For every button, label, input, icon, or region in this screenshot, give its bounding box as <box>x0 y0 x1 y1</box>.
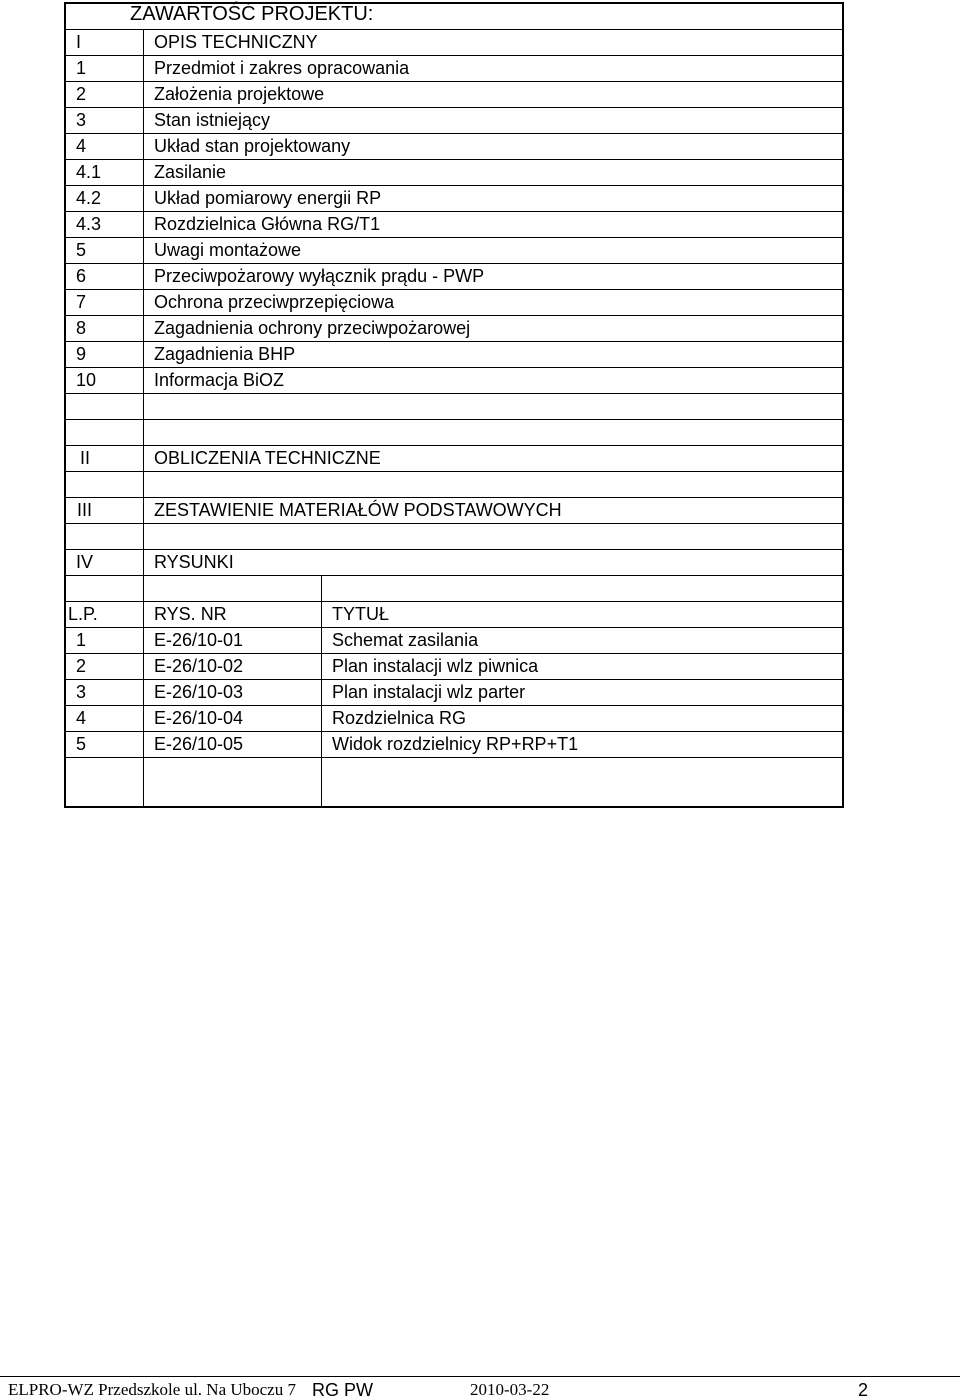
section-number: III <box>77 500 93 520</box>
row-divider <box>64 315 844 316</box>
item-number: 4 <box>76 136 87 156</box>
section-number: IV <box>76 552 94 572</box>
drawing-number: E-26/10-01 <box>154 630 244 650</box>
footer-project: ELPRO-WZ Przedszkole ul. Na Uboczu 7 <box>8 1380 296 1399</box>
column-divider <box>143 29 144 808</box>
row-divider <box>64 289 844 290</box>
row-divider <box>64 133 844 134</box>
row-divider <box>64 263 844 264</box>
drawing-number: E-26/10-02 <box>154 656 244 676</box>
row-divider <box>64 575 844 576</box>
row-divider <box>64 29 844 30</box>
row-divider <box>64 497 844 498</box>
item-number: 1 <box>76 58 87 78</box>
row-divider <box>64 185 844 186</box>
item-number: 10 <box>76 370 97 390</box>
footer-page-number: 2 <box>858 1380 869 1400</box>
row-divider <box>64 679 844 680</box>
item-label: Zagadnienia BHP <box>154 344 296 364</box>
row-divider <box>64 341 844 342</box>
drawing-title: Plan instalacji wlz piwnica <box>332 656 539 676</box>
row-divider <box>64 601 844 602</box>
row-divider <box>64 107 844 108</box>
contents-title: ZAWARTOŚĆ PROJEKTU: <box>130 3 374 25</box>
item-label: Zasilanie <box>154 162 227 182</box>
drawing-lp: 4 <box>76 708 87 728</box>
row-divider <box>64 211 844 212</box>
row-divider <box>64 653 844 654</box>
section-number: I <box>76 32 82 52</box>
item-label: Układ stan projektowany <box>154 136 351 156</box>
drawing-lp: 5 <box>76 734 87 754</box>
drawing-number: E-26/10-03 <box>154 682 244 702</box>
row-divider <box>64 81 844 82</box>
drawing-title: Plan instalacji wlz parter <box>332 682 526 702</box>
section-label: OPIS TECHNICZNY <box>154 32 318 52</box>
item-number: 6 <box>76 266 87 286</box>
row-divider <box>64 393 844 394</box>
row-divider <box>64 237 844 238</box>
row-divider <box>64 471 844 472</box>
footer-date: 2010-03-22 <box>470 1380 550 1399</box>
header-title: TYTUŁ <box>332 604 390 624</box>
item-label: Stan istniejący <box>154 110 271 130</box>
item-label: Uwagi montażowe <box>154 240 302 260</box>
row-divider <box>64 55 844 56</box>
item-label: Rozdzielnica Główna RG/T1 <box>154 214 381 234</box>
item-number: 3 <box>76 110 87 130</box>
item-number: 4.3 <box>76 214 102 234</box>
section-number: II <box>80 448 91 468</box>
item-label: Zagadnienia ochrony przeciwpożarowej <box>154 318 471 338</box>
header-rys: RYS. NR <box>154 604 227 624</box>
section-label: ZESTAWIENIE MATERIAŁÓW PODSTAWOWYCH <box>154 500 562 520</box>
drawing-lp: 2 <box>76 656 87 676</box>
drawing-lp: 1 <box>76 630 87 650</box>
item-label: Informacja BiOZ <box>154 370 285 390</box>
drawing-title: Schemat zasilania <box>332 630 479 650</box>
item-number: 2 <box>76 84 87 104</box>
row-divider <box>64 627 844 628</box>
item-label: Układ pomiarowy energii RP <box>154 188 382 208</box>
footer-code: RG PW <box>312 1380 373 1400</box>
section-label: OBLICZENIA TECHNICZNE <box>154 448 381 468</box>
item-number: 7 <box>76 292 87 312</box>
item-number: 8 <box>76 318 87 338</box>
header-lp: L.P. <box>68 604 98 624</box>
item-label: Ochrona przeciwprzepięciowa <box>154 292 395 312</box>
row-divider <box>64 523 844 524</box>
footer-divider <box>0 1376 960 1377</box>
drawing-number: E-26/10-04 <box>154 708 244 728</box>
item-number: 9 <box>76 344 87 364</box>
row-divider <box>64 549 844 550</box>
row-divider <box>64 159 844 160</box>
row-divider <box>64 731 844 732</box>
row-divider <box>64 419 844 420</box>
item-number: 5 <box>76 240 87 260</box>
item-label: Założenia projektowe <box>154 84 325 104</box>
row-divider <box>64 757 844 758</box>
item-number: 4.1 <box>76 162 102 182</box>
row-divider <box>64 445 844 446</box>
row-divider <box>64 705 844 706</box>
item-label: Przeciwpożarowy wyłącznik prądu - PWP <box>154 266 485 286</box>
item-number: 4.2 <box>76 188 102 208</box>
drawing-lp: 3 <box>76 682 87 702</box>
section-label: RYSUNKI <box>154 552 234 572</box>
item-label: Przedmiot i zakres opracowania <box>154 58 410 78</box>
row-divider <box>64 367 844 368</box>
drawing-title: Widok rozdzielnicy RP+RP+T1 <box>332 734 579 754</box>
column-divider <box>321 575 322 808</box>
drawing-title: Rozdzielnica RG <box>332 708 467 728</box>
drawing-number: E-26/10-05 <box>154 734 244 754</box>
